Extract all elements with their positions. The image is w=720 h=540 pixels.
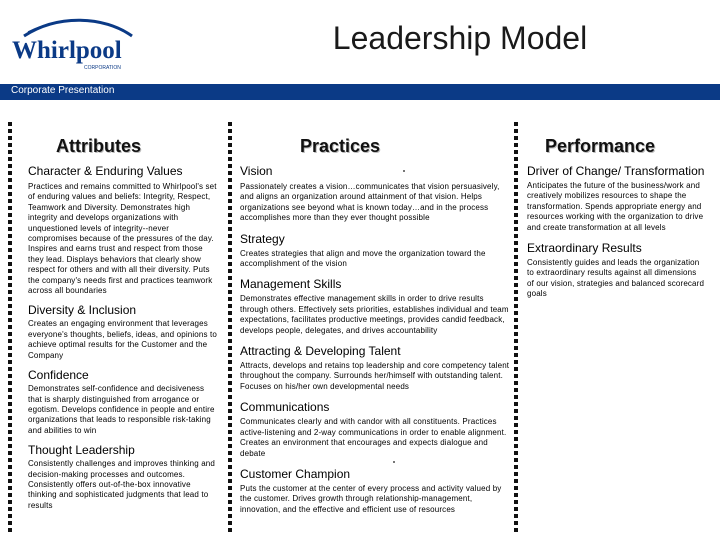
practice-title: Attracting & Developing Talent	[240, 344, 401, 359]
practice-title: Management Skills	[240, 277, 342, 292]
logo-subtext: CORPORATION	[84, 65, 121, 71]
attribute-title: Diversity & Inclusion	[28, 303, 137, 318]
attribute-description: Consistently challenges and improves thinking and decision-making processes and outcomes. Consistently offers out-of-the-box innovative thinking and sophisticated judgments that lead to results	[28, 459, 216, 510]
practice-item	[240, 467, 510, 515]
attributes-heading: Attributes	[56, 136, 141, 156]
performance-column	[527, 164, 705, 300]
band-label: Corporate Presentation	[11, 85, 115, 96]
attribute-item	[28, 443, 220, 511]
practice-item	[240, 277, 510, 336]
presentation-band	[0, 84, 720, 100]
slide-header	[0, 0, 720, 100]
practice-item	[240, 232, 510, 270]
practice-description: Communicates clearly and with candor with all constituents. Practices active-listening and 2-way communications in order to enable alignment. Creates an environment that encourages and expects dialogue and debate	[240, 417, 507, 458]
attribute-title: Character & Enduring Values	[28, 164, 183, 178]
practice-description: Passionately creates a vision…communicates that vision persuasively, and aligns an organization around attainment of that vision. Helps organizations see beyond what is known today…and in the process accomplishes more than they ever thought possible	[240, 182, 500, 223]
practice-item	[240, 164, 510, 224]
stray-mark	[393, 461, 395, 463]
attribute-description: Creates an engaging environment that leverages everyone's thoughts, beliefs, ideas, and opinions to achieve optimal results for the Customer and the Company	[28, 319, 218, 360]
performance-description: Consistently guides and leads the organization to extraordinary results against all dimensions of our vision, strategies and balanced scorecard goals	[527, 258, 705, 299]
practice-description: Demonstrates effective management skills in order to drive results through others. Effectively sets priorities, establishes individual and team expectations, facilitates productive meetings, provides candid feedback, develops people, delegates, and drives accountability	[240, 294, 509, 335]
practice-title: Strategy	[240, 231, 285, 246]
practice-description: Attracts, develops and retains top leadership and core competency talent throughout the company. Surrounds her/himself with outstanding talent. Focuses on his/her own developmental needs	[240, 361, 510, 391]
attribute-description: Practices and remains committed to Whirlpool's set of enduring values and beliefs: Integrity, Respect, Teamwork and Diversity. Demonstrates high integrity and develops organizations with unquestioned levels of integrity--never compromises because of the pressures of the day. Inspires and earns trust and respect from those they lead. Displays behaviors that clearly show respect for others and with all their diversity. Puts the company's needs first and practices teamwork across all boundaries	[28, 182, 217, 296]
practice-title: Customer Champion	[240, 466, 351, 481]
practices-heading: Practices	[300, 136, 381, 156]
attribute-item	[28, 303, 220, 361]
attribute-item	[28, 368, 220, 436]
practice-description: Creates strategies that align and move the organization toward the accomplishment of the vision	[240, 248, 486, 269]
attribute-title: Confidence	[28, 368, 89, 383]
attribute-item	[28, 164, 220, 296]
attribute-title: Thought Leadership	[28, 443, 135, 458]
practice-description: Puts the customer at the center of every process and activity valued by the customer. Drives growth through relationship-management, innovation, and the effective and efficient use of resources	[240, 483, 502, 514]
practices-column	[240, 164, 510, 515]
column-divider	[514, 122, 518, 532]
attributes-column	[28, 164, 220, 511]
performance-title: Extraordinary Results	[527, 241, 642, 256]
attribute-description: Demonstrates self-confidence and decisiveness that is sharply distinguished from arrogance or egotism. Develops confidence in people and entire organizations that leads to responsible risk-taking and abilities to win	[28, 384, 215, 435]
column-divider	[8, 122, 12, 532]
performance-title: Driver of Change/ Transformation	[527, 164, 705, 178]
practice-title: Vision	[240, 164, 273, 178]
practice-item	[240, 344, 510, 392]
stray-mark	[403, 170, 405, 172]
performance-description: Anticipates the future of the business/work and creatively mobilizes resources to shape the transformation. Spends appropriate energy and resources working with the organization to drive and create transformation at all levels	[527, 181, 704, 232]
whirlpool-logo	[8, 18, 138, 78]
practice-title: Communications	[240, 400, 330, 415]
practice-item	[240, 400, 510, 459]
column-divider	[228, 122, 232, 532]
logo-wordmark: Whirlpool	[12, 37, 122, 64]
performance-item	[527, 241, 705, 300]
page-title: Leadership Model	[332, 20, 588, 56]
performance-heading: Performance	[545, 136, 656, 156]
performance-item	[527, 164, 705, 233]
